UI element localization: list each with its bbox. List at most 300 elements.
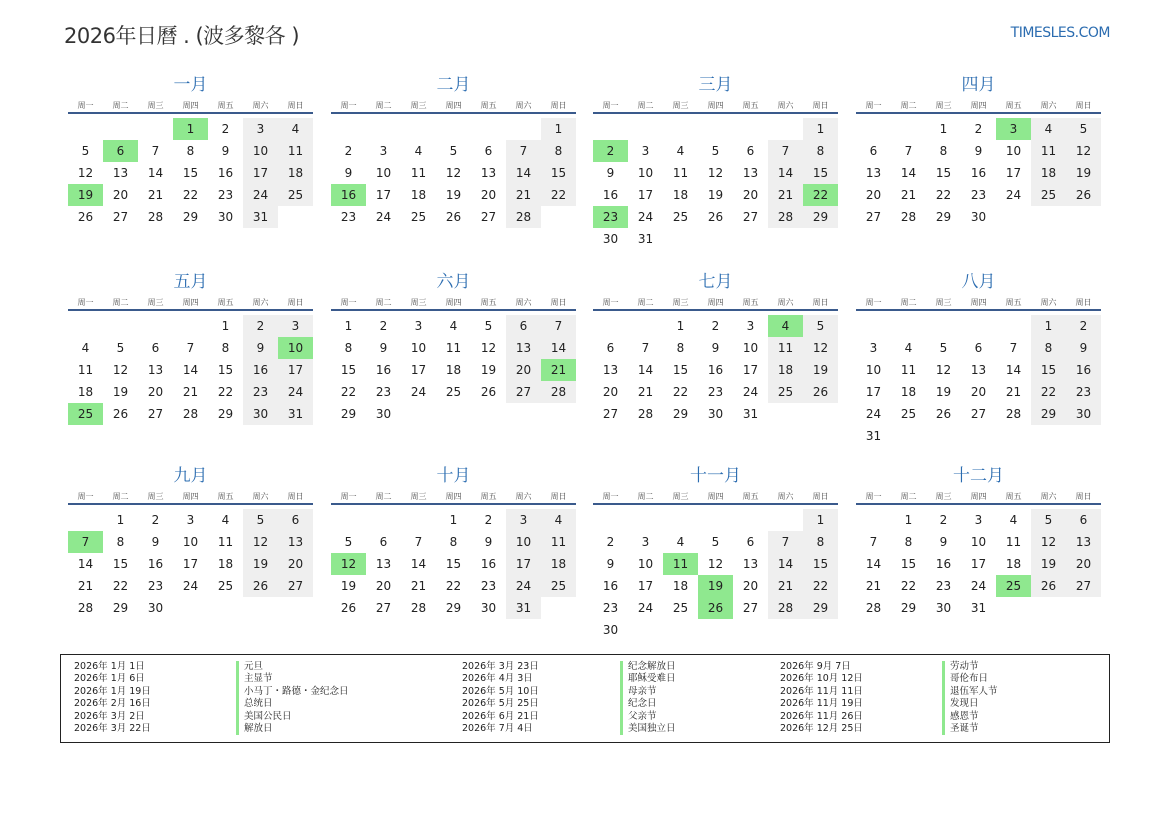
weekday-label: 周五	[742, 298, 759, 307]
day-cell: 17	[506, 553, 541, 575]
day-cell: 4	[278, 118, 313, 140]
day-cell: 29	[445, 601, 462, 615]
day-cell: 24	[637, 210, 654, 224]
day-cell: 3	[243, 118, 278, 140]
day-cell: 31	[742, 407, 759, 421]
day-cell: 16	[970, 166, 987, 180]
day-cell: 4	[449, 319, 458, 333]
weekday-label: 周四	[445, 101, 462, 110]
day-cell: 24	[243, 184, 278, 206]
weekday-label: 周三	[672, 298, 689, 307]
day-cell: 10	[637, 557, 654, 571]
day-cell: 9	[974, 144, 983, 158]
day-cell: 25	[672, 210, 689, 224]
day-cell: 6	[1066, 509, 1101, 531]
day-cell: 21	[147, 188, 164, 202]
holiday-name: 小马丁・路德・金纪念日	[244, 685, 349, 697]
weekday-header	[331, 295, 576, 311]
month-name: 四月	[961, 75, 996, 95]
day-cell: 2	[344, 144, 353, 158]
day-cell: 7	[414, 535, 423, 549]
month-12	[856, 465, 1101, 619]
day-cell: 11	[410, 166, 427, 180]
day-cell: 9	[484, 535, 493, 549]
holiday-day: 10	[278, 337, 313, 359]
day-cell: 26	[77, 210, 94, 224]
holiday-date: 2026年 3月 23日	[462, 661, 539, 672]
day-cell: 2	[974, 122, 983, 136]
weekday-label: 周六	[252, 492, 269, 501]
empty-cell	[891, 118, 926, 140]
holiday-day: 23	[593, 206, 628, 228]
day-cell: 1	[541, 118, 576, 140]
day-cell: 10	[637, 166, 654, 180]
day-cell: 28	[1005, 407, 1022, 421]
day-cell: 14	[77, 557, 94, 571]
day-cell: 22	[445, 579, 462, 593]
day-cell: 30	[602, 623, 619, 637]
holiday-day: 21	[541, 359, 576, 381]
weekday-header	[856, 295, 1101, 311]
day-cell: 16	[1066, 359, 1101, 381]
day-cell: 26	[480, 385, 497, 399]
day-cell: 18	[672, 579, 689, 593]
day-cell: 30	[217, 210, 234, 224]
weekday-label: 周四	[970, 101, 987, 110]
day-cell: 27	[970, 407, 987, 421]
day-cell: 4	[676, 535, 685, 549]
holiday-names-col-1	[236, 661, 349, 735]
day-cell: 17	[375, 188, 392, 202]
day-cell: 25	[410, 210, 427, 224]
day-cell: 28	[506, 206, 541, 228]
day-cell: 21	[900, 188, 917, 202]
day-cell: 6	[484, 144, 493, 158]
empty-cell	[138, 315, 173, 337]
day-cell: 11	[77, 363, 94, 377]
day-cell: 18	[1005, 557, 1022, 571]
day-cell: 31	[865, 429, 882, 443]
day-cell: 12	[445, 166, 462, 180]
day-cell: 14	[182, 363, 199, 377]
day-cell: 3	[278, 315, 313, 337]
holiday-names-col-3	[942, 661, 998, 735]
day-cell: 15	[112, 557, 129, 571]
holiday-dates-col-2	[462, 661, 539, 735]
weekday-label: 周日	[550, 492, 567, 501]
day-cell: 30	[147, 601, 164, 615]
month-9	[68, 465, 313, 619]
weekday-label: 周三	[410, 492, 427, 501]
weekday-label: 周五	[480, 101, 497, 110]
day-cell: 27	[742, 601, 759, 615]
day-cell: 14	[147, 166, 164, 180]
day-cell: 4	[541, 509, 576, 531]
day-cell: 30	[602, 232, 619, 246]
day-cell: 21	[77, 579, 94, 593]
day-cell: 28	[541, 381, 576, 403]
day-cell: 21	[768, 184, 803, 206]
month-name: 七月	[698, 272, 733, 292]
day-cell: 3	[641, 144, 650, 158]
weekday-label: 周六	[515, 298, 532, 307]
day-cell: 29	[217, 407, 234, 421]
weekday-label: 周四	[445, 492, 462, 501]
day-cell: 19	[480, 363, 497, 377]
day-cell: 26	[935, 407, 952, 421]
day-cell: 5	[449, 144, 458, 158]
day-cell: 2	[711, 319, 720, 333]
day-cell: 8	[939, 144, 948, 158]
day-cell: 13	[970, 363, 987, 377]
day-cell: 2	[221, 122, 230, 136]
day-cell: 25	[672, 601, 689, 615]
month-7	[593, 271, 838, 425]
day-cell: 7	[768, 531, 803, 553]
weekday-label: 周六	[515, 101, 532, 110]
day-cell: 26	[112, 407, 129, 421]
day-cell: 6	[606, 341, 615, 355]
empty-cell	[768, 509, 803, 531]
day-cell: 8	[904, 535, 913, 549]
weekday-header	[331, 489, 576, 505]
day-cell: 18	[278, 162, 313, 184]
day-cell: 4	[414, 144, 423, 158]
month-name: 二月	[436, 75, 471, 95]
day-cell: 10	[182, 535, 199, 549]
holiday-name: 退伍军人节	[950, 685, 998, 697]
day-cell: 27	[742, 210, 759, 224]
weekday-label: 周一	[602, 101, 619, 110]
day-cell: 2	[379, 319, 388, 333]
weekday-label: 周四	[707, 492, 724, 501]
day-cell: 15	[1031, 359, 1066, 381]
day-cell: 21	[865, 579, 882, 593]
day-cell: 11	[768, 337, 803, 359]
day-cell: 5	[484, 319, 493, 333]
day-cell: 6	[974, 341, 983, 355]
weekday-label: 周三	[672, 492, 689, 501]
day-cell: 10	[410, 341, 427, 355]
day-cell: 16	[707, 363, 724, 377]
day-cell: 16	[480, 557, 497, 571]
day-cell: 12	[243, 531, 278, 553]
empty-cell	[103, 118, 138, 140]
day-cell: 6	[278, 509, 313, 531]
day-cell: 24	[637, 601, 654, 615]
holiday-day: 26	[698, 597, 733, 619]
day-cell: 21	[182, 385, 199, 399]
weekday-label: 周日	[287, 101, 304, 110]
holiday-date: 2026年 7月 4日	[462, 723, 533, 735]
day-cell: 1	[803, 509, 838, 531]
day-cell: 23	[217, 188, 234, 202]
day-grid	[68, 118, 313, 228]
day-cell: 23	[147, 579, 164, 593]
day-cell: 22	[900, 579, 917, 593]
day-cell: 17	[865, 385, 882, 399]
holiday-date: 2026年 11月 11日	[780, 685, 863, 697]
day-cell: 26	[1066, 184, 1101, 206]
empty-cell	[103, 315, 138, 337]
day-cell: 6	[379, 535, 388, 549]
empty-cell	[856, 315, 891, 337]
day-cell: 13	[147, 363, 164, 377]
holiday-date: 2026年 3月 22日	[74, 723, 151, 735]
day-cell: 5	[939, 341, 948, 355]
day-cell: 13	[742, 166, 759, 180]
holiday-day: 6	[103, 140, 138, 162]
weekday-label: 周五	[1005, 492, 1022, 501]
weekday-label: 周二	[900, 492, 917, 501]
weekday-label: 周日	[287, 492, 304, 501]
weekday-label: 周三	[410, 298, 427, 307]
day-cell: 27	[375, 601, 392, 615]
day-cell: 11	[672, 166, 689, 180]
weekday-label: 周一	[602, 492, 619, 501]
day-cell: 3	[974, 513, 983, 527]
day-cell: 3	[414, 319, 423, 333]
weekday-label: 周六	[252, 298, 269, 307]
day-cell: 27	[278, 575, 313, 597]
empty-cell	[366, 118, 401, 140]
weekday-label: 周三	[410, 101, 427, 110]
weekday-label: 周六	[515, 492, 532, 501]
weekday-label: 周五	[1005, 298, 1022, 307]
day-cell: 27	[112, 210, 129, 224]
day-cell: 20	[742, 579, 759, 593]
day-cell: 18	[1031, 162, 1066, 184]
weekday-label: 周二	[900, 298, 917, 307]
empty-cell	[628, 509, 663, 531]
day-cell: 11	[217, 535, 234, 549]
weekday-label: 周六	[1040, 492, 1057, 501]
day-cell: 10	[243, 140, 278, 162]
day-cell: 8	[116, 535, 125, 549]
weekday-label: 周二	[375, 298, 392, 307]
day-cell: 8	[803, 531, 838, 553]
day-cell: 19	[340, 579, 357, 593]
day-cell: 12	[1031, 531, 1066, 553]
day-cell: 1	[116, 513, 125, 527]
day-grid	[593, 118, 838, 250]
day-cell: 3	[641, 535, 650, 549]
month-4	[856, 74, 1101, 228]
weekday-label: 周五	[480, 298, 497, 307]
day-cell: 1	[676, 319, 685, 333]
day-cell: 26	[340, 601, 357, 615]
holiday-day: 7	[68, 531, 103, 553]
holiday-name: 元旦	[244, 661, 264, 672]
page-title: 2026年日曆 . (波多黎各 )	[64, 24, 300, 48]
day-cell: 7	[186, 341, 195, 355]
empty-cell	[628, 118, 663, 140]
holiday-date: 2026年 9月 7日	[780, 661, 851, 672]
day-cell: 17	[970, 557, 987, 571]
weekday-label: 周一	[340, 492, 357, 501]
day-cell: 8	[344, 341, 353, 355]
holiday-day: 11	[663, 553, 698, 575]
weekday-label: 周一	[77, 298, 94, 307]
empty-cell	[68, 315, 103, 337]
day-cell: 31	[506, 597, 541, 619]
day-cell: 14	[410, 557, 427, 571]
day-cell: 31	[637, 232, 654, 246]
weekday-label: 周一	[865, 298, 882, 307]
holiday-name: 总统日	[244, 698, 273, 710]
day-cell: 26	[707, 210, 724, 224]
weekday-label: 周五	[480, 492, 497, 501]
day-cell: 18	[541, 553, 576, 575]
day-cell: 7	[768, 140, 803, 162]
day-cell: 17	[182, 557, 199, 571]
empty-cell	[436, 118, 471, 140]
holiday-name: 解放日	[244, 723, 273, 735]
day-cell: 24	[970, 579, 987, 593]
day-cell: 3	[379, 144, 388, 158]
holiday-day: 3	[996, 118, 1031, 140]
day-cell: 27	[480, 210, 497, 224]
day-cell: 16	[602, 188, 619, 202]
day-cell: 13	[742, 557, 759, 571]
holiday-name: 父亲节	[628, 710, 657, 722]
day-cell: 21	[410, 579, 427, 593]
weekday-label: 周日	[550, 101, 567, 110]
weekday-label: 周日	[812, 492, 829, 501]
day-cell: 22	[803, 575, 838, 597]
day-cell: 20	[742, 188, 759, 202]
month-11	[593, 465, 838, 641]
day-cell: 30	[480, 601, 497, 615]
holiday-day: 25	[996, 575, 1031, 597]
day-cell: 7	[869, 535, 878, 549]
day-cell: 6	[869, 144, 878, 158]
day-cell: 21	[1005, 385, 1022, 399]
day-cell: 10	[1005, 144, 1022, 158]
month-name: 五月	[173, 272, 208, 292]
day-cell: 4	[1031, 118, 1066, 140]
day-cell: 25	[445, 385, 462, 399]
day-cell: 15	[445, 557, 462, 571]
day-cell: 19	[112, 385, 129, 399]
day-cell: 7	[904, 144, 913, 158]
weekday-label: 周六	[1040, 101, 1057, 110]
weekday-label: 周二	[112, 492, 129, 501]
day-cell: 20	[1066, 553, 1101, 575]
day-cell: 28	[637, 407, 654, 421]
weekday-label: 周二	[375, 101, 392, 110]
day-cell: 2	[243, 315, 278, 337]
day-cell: 27	[1066, 575, 1101, 597]
weekday-label: 周一	[340, 101, 357, 110]
weekday-header	[593, 98, 838, 114]
day-cell: 10	[970, 535, 987, 549]
day-cell: 12	[707, 557, 724, 571]
weekday-label: 周二	[637, 298, 654, 307]
day-cell: 12	[77, 166, 94, 180]
day-cell: 7	[641, 341, 650, 355]
day-cell: 21	[637, 385, 654, 399]
holiday-name: 发现日	[950, 698, 979, 710]
day-cell: 15	[935, 166, 952, 180]
day-cell: 8	[541, 140, 576, 162]
month-name: 十一月	[690, 466, 741, 486]
day-cell: 28	[768, 206, 803, 228]
day-cell: 20	[278, 553, 313, 575]
day-cell: 16	[935, 557, 952, 571]
day-cell: 17	[278, 359, 313, 381]
weekday-label: 周三	[147, 101, 164, 110]
day-cell: 19	[707, 188, 724, 202]
day-cell: 22	[217, 385, 234, 399]
day-cell: 24	[410, 385, 427, 399]
day-cell: 29	[1031, 403, 1066, 425]
day-cell: 28	[768, 597, 803, 619]
holiday-day: 25	[68, 403, 103, 425]
day-cell: 29	[900, 601, 917, 615]
day-cell: 19	[243, 553, 278, 575]
day-cell: 24	[742, 385, 759, 399]
day-cell: 6	[746, 144, 755, 158]
day-cell: 7	[1009, 341, 1018, 355]
day-cell: 21	[506, 184, 541, 206]
day-cell: 24	[182, 579, 199, 593]
brand-link[interactable]: TIMESLES.COM	[1010, 25, 1110, 41]
day-cell: 16	[243, 359, 278, 381]
day-cell: 23	[602, 601, 619, 615]
holiday-date: 2026年 4月 3日	[462, 673, 533, 685]
weekday-label: 周四	[970, 492, 987, 501]
day-cell: 8	[676, 341, 685, 355]
day-cell: 9	[1066, 337, 1101, 359]
day-cell: 23	[340, 210, 357, 224]
day-cell: 4	[904, 341, 913, 355]
day-cell: 23	[243, 381, 278, 403]
day-cell: 28	[900, 210, 917, 224]
weekday-label: 周二	[637, 101, 654, 110]
day-grid	[331, 118, 576, 228]
empty-cell	[138, 118, 173, 140]
weekday-label: 周四	[182, 492, 199, 501]
day-cell: 24	[375, 210, 392, 224]
day-cell: 25	[217, 579, 234, 593]
day-cell: 13	[1066, 531, 1101, 553]
day-cell: 3	[869, 341, 878, 355]
day-cell: 10	[375, 166, 392, 180]
day-cell: 30	[970, 210, 987, 224]
weekday-header	[331, 98, 576, 114]
day-cell: 8	[221, 341, 230, 355]
holiday-dates-col-1	[74, 661, 151, 735]
weekday-label: 周五	[1005, 101, 1022, 110]
empty-cell	[401, 118, 436, 140]
weekday-label: 周日	[812, 101, 829, 110]
day-grid	[856, 509, 1101, 619]
empty-cell	[593, 315, 628, 337]
weekday-label: 周五	[217, 101, 234, 110]
empty-cell	[698, 509, 733, 531]
day-cell: 8	[186, 144, 195, 158]
day-cell: 8	[803, 140, 838, 162]
day-cell: 29	[672, 407, 689, 421]
weekday-label: 周三	[147, 492, 164, 501]
day-cell: 12	[480, 341, 497, 355]
weekday-label: 周四	[970, 298, 987, 307]
day-cell: 31	[243, 206, 278, 228]
holiday-names-col-2	[620, 661, 676, 735]
day-cell: 9	[151, 535, 160, 549]
day-cell: 17	[1005, 166, 1022, 180]
